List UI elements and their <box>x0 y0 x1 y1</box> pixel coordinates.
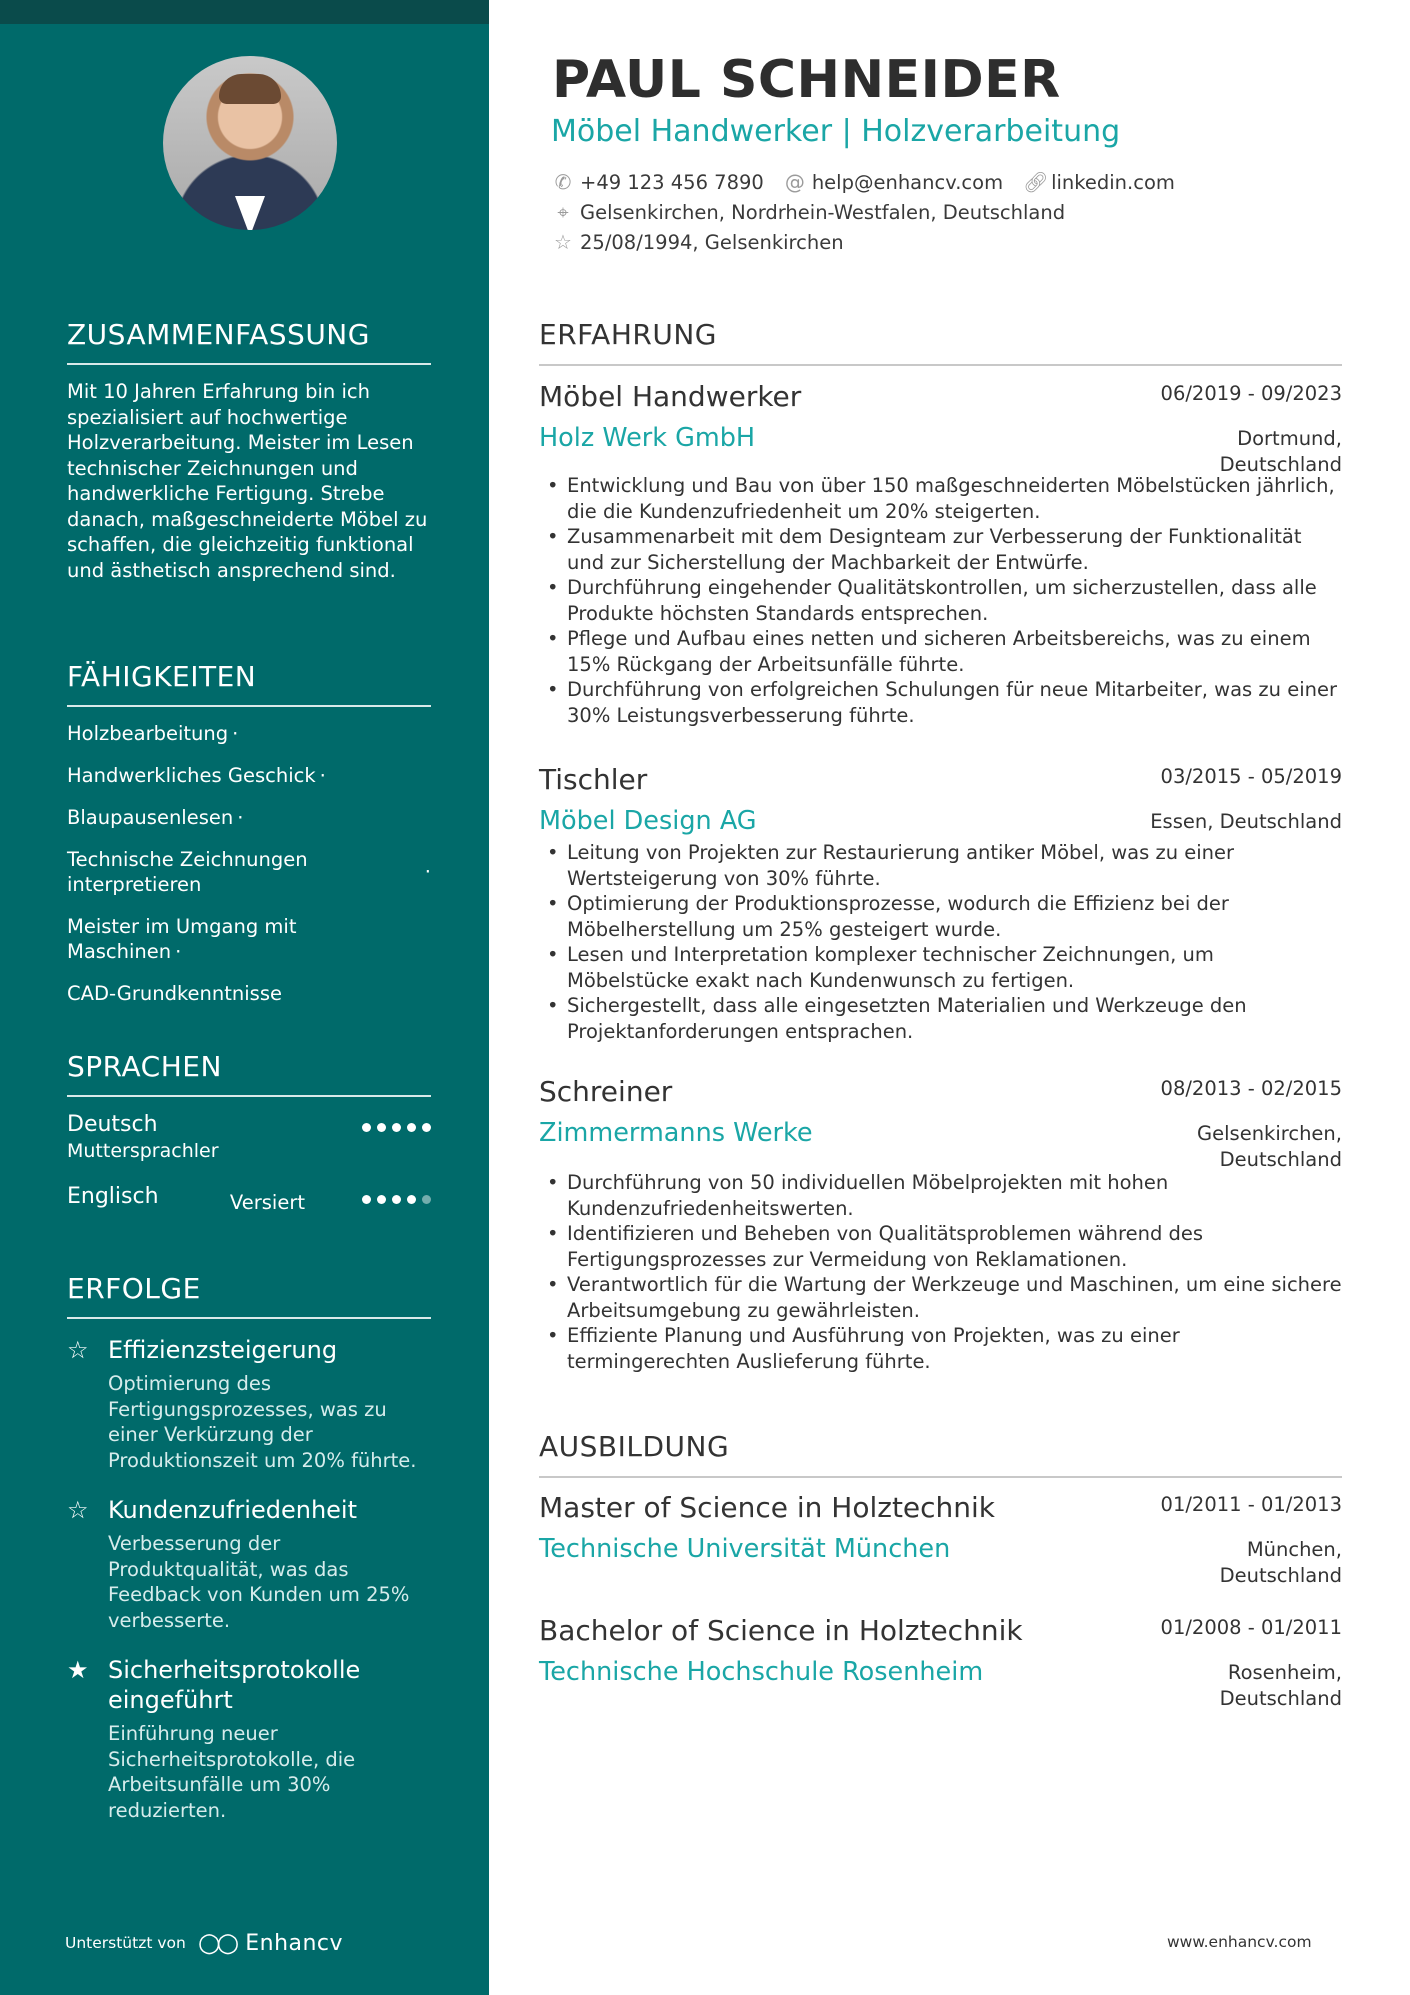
skill-item <box>67 981 431 1006</box>
education-school: Technische Hochschule Rosenheim <box>539 1657 984 1687</box>
link-icon: 🔗︎ <box>1023 170 1049 194</box>
skill-separator: · <box>237 806 244 829</box>
skill-separator: · <box>424 860 431 883</box>
job-bullet: • Effiziente Planung und Ausführung von Projekten, was zu einer termingerechten Auslieferung führte. <box>539 1323 1342 1374</box>
contact-phone: +49 123 456 7890 <box>580 170 764 194</box>
language-level: Muttersprachler <box>67 1140 219 1162</box>
job-bullets <box>539 473 1342 728</box>
language-name: Deutsch <box>67 1112 158 1137</box>
star-outline-icon: ☆ <box>67 1496 89 1524</box>
location-row <box>552 200 1065 224</box>
job-bullets <box>539 840 1342 1044</box>
sidebar-top-band <box>0 0 489 24</box>
rating-dot <box>377 1123 386 1132</box>
profile-photo <box>163 56 337 230</box>
skills-heading: FÄHIGKEITEN <box>67 660 431 707</box>
achievements-heading: ERFOLGE <box>67 1272 431 1319</box>
rating-dot <box>377 1195 386 1204</box>
language-item <box>67 1111 431 1183</box>
profile-photo-collar <box>235 196 265 230</box>
enhancv-logo-text: Enhancv <box>245 1930 344 1956</box>
job-entry <box>539 380 1342 728</box>
job-bullet: • Durchführung von erfolgreichen Schulungen für neue Mitarbeiter, was zu einer 30% Leistungsverbesserung führte. <box>539 677 1342 728</box>
rating-dot <box>407 1123 416 1132</box>
skill-label: Handwerkliches Geschick <box>67 764 316 787</box>
job-date: 06/2019 - 09/2023 <box>1160 382 1342 405</box>
job-bullet: • Durchführung eingehender Qualitätskontrollen, um sicherzustellen, dass alle Produkte höchsten Standards entsprechen. <box>539 575 1342 626</box>
job-location <box>1197 1121 1342 1172</box>
contact-location: Gelsenkirchen, Nordrhein-Westfalen, Deutschland <box>580 200 1066 224</box>
job-entry <box>539 763 1342 1044</box>
education-heading: AUSBILDUNG <box>539 1430 1342 1478</box>
skill-item <box>67 763 431 788</box>
skill-separator: · <box>232 722 239 745</box>
contact-website[interactable]: linkedin.com <box>1051 170 1175 194</box>
language-name: Englisch <box>67 1184 159 1209</box>
education-date: 01/2008 - 01/2011 <box>1160 1616 1342 1639</box>
achievement-description: Einführung neuer Sicherheitsprotokolle, die Arbeitsunfälle um 30% reduzierten. <box>108 1722 356 1822</box>
job-bullet: • Optimierung der Produktionsprozesse, wodurch die Effizienz bei der Möbelherstellung um 25% gesteigert wurde. <box>539 891 1342 942</box>
education-degree: Master of Science in Holztechnik <box>539 1491 996 1524</box>
job-bullet: • Zusammenarbeit mit dem Designteam zur Verbesserung der Funktionalität und zur Sicherstellung der Machbarkeit der Entwürfe. <box>539 524 1342 575</box>
skill-item <box>67 805 431 830</box>
rating-dot <box>392 1195 401 1204</box>
education-entry <box>539 1614 1342 1710</box>
rating-dot <box>362 1123 371 1132</box>
job-bullet: • Verantwortlich für die Wartung der Werkzeuge und Maschinen, um eine sichere Arbeitsumgebung zu gewährleisten. <box>539 1272 1342 1323</box>
profile-photo-hair <box>219 74 281 104</box>
skills-section <box>67 660 431 1023</box>
education-location-line: München, <box>1246 1538 1342 1561</box>
enhancv-logo-icon: ○○ <box>197 1928 236 1958</box>
languages-section <box>67 1050 431 1247</box>
phone-icon: ✆ <box>554 170 572 194</box>
education-degree: Bachelor of Science in Holztechnik <box>539 1614 1023 1647</box>
powered-by <box>65 1928 343 1958</box>
language-level: Versiert <box>229 1191 305 1214</box>
job-location <box>1150 809 1342 835</box>
achievement-item <box>67 1495 431 1633</box>
education-entry <box>539 1491 1342 1587</box>
achievement-title: Kundenzufriedenheit <box>108 1496 357 1524</box>
job-bullet: • Lesen und Interpretation komplexer technischer Zeichnungen, um Möbelstücke exakt nach Kundenwunsch zu fertigen. <box>539 942 1342 993</box>
skill-separator: · <box>319 764 326 787</box>
job-bullet: • Pflege und Aufbau eines netten und sicheren Arbeitsbereichs, was zu einem 15% Rückgang der Arbeitsunfälle führte. <box>539 626 1342 677</box>
job-company: Zimmermanns Werke <box>539 1118 813 1148</box>
skill-label: Holzbearbeitung <box>67 722 229 745</box>
skill-item <box>67 914 431 964</box>
job-location <box>1220 426 1342 477</box>
job-bullets <box>539 1170 1342 1374</box>
star-filled-icon: ★ <box>67 1656 89 1684</box>
achievement-title: Sicherheitsprotokolle eingeführt <box>108 1656 361 1714</box>
rating-dot <box>392 1123 401 1132</box>
job-company: Holz Werk GmbH <box>539 423 756 453</box>
job-entry <box>539 1075 1342 1374</box>
summary-text: Mit 10 Jahren Erfahrung bin ich spezialisiert auf hochwertige Holzverarbeitung. Meister im Lesen technischer Zeichnungen und handwerkliche Fertigung. Strebe danach, maßgeschneiderte Möbel zu schaffen, die gleichzeitig funktional und ästhetisch ansprechend sind. <box>67 380 428 582</box>
languages-heading: SPRACHEN <box>67 1050 431 1097</box>
job-location-line: Gelsenkirchen, <box>1197 1122 1342 1145</box>
footer-url[interactable]: www.enhancv.com <box>1167 1933 1312 1951</box>
education-location-line: Deutschland <box>1219 1563 1342 1587</box>
education-location <box>1220 1537 1342 1588</box>
education-school: Technische Universität München <box>539 1534 951 1564</box>
person-name: PAUL SCHNEIDER <box>552 50 1061 110</box>
job-location-line: Deutschland <box>1219 452 1342 476</box>
education-date: 01/2011 - 01/2013 <box>1160 1493 1342 1516</box>
person-role: Möbel Handwerker | Holzverarbeitung <box>551 114 1121 149</box>
language-rating <box>356 1195 431 1204</box>
at-icon: @ <box>784 170 805 194</box>
education-location-line: Deutschland <box>1219 1686 1342 1710</box>
skill-separator: · <box>175 940 182 963</box>
job-company: Möbel Design AG <box>539 806 757 836</box>
sidebar <box>0 0 489 1995</box>
job-title: Schreiner <box>539 1075 673 1108</box>
achievement-title: Effizienzsteigerung <box>108 1336 338 1364</box>
job-bullet: • Durchführung von 50 individuellen Möbelprojekten mit hohen Kundenzufriedenheitswerten. <box>539 1170 1342 1221</box>
skill-label: Blaupausenlesen <box>67 806 234 829</box>
education-location <box>1220 1660 1342 1711</box>
job-bullet: • Entwicklung und Bau von über 150 maßgeschneiderten Möbelstücken jährlich, die die Kundenzufriedenheit um 20% steigerten. <box>539 473 1342 524</box>
achievement-description: Verbesserung der Produktqualität, was das Feedback von Kunden um 25% verbesserte. <box>108 1532 410 1632</box>
skill-label: Meister im Umgang mit Maschinen <box>67 915 297 963</box>
contact-row <box>552 170 1175 194</box>
job-title: Tischler <box>539 763 648 796</box>
birth-row <box>552 230 844 254</box>
location-pin-icon: ⌖ <box>557 200 569 224</box>
experience-section <box>539 318 1342 366</box>
skill-label: Technische Zeichnungen interpretieren <box>67 848 308 896</box>
job-bullet: • Sichergestellt, dass alle eingesetzten Materialien und Werkzeuge den Projektanforderungen entsprachen. <box>539 993 1342 1044</box>
rating-dot <box>362 1195 371 1204</box>
star-outline-icon: ☆ <box>67 1336 89 1364</box>
achievement-description: Optimierung des Fertigungsprozesses, was zu einer Verkürzung der Produktionszeit um 20% führte. <box>108 1372 417 1472</box>
experience-heading: ERFAHRUNG <box>539 318 1342 366</box>
language-rating <box>356 1123 431 1132</box>
summary-heading: ZUSAMMENFASSUNG <box>67 318 431 365</box>
rating-dot-empty <box>422 1195 431 1204</box>
job-location-line: Dortmund, <box>1237 427 1342 450</box>
education-section <box>539 1430 1342 1478</box>
language-item <box>67 1183 431 1247</box>
star-outline-icon: ☆ <box>554 230 572 254</box>
contact-birth: 25/08/1994, Gelsenkirchen <box>580 230 844 254</box>
skill-item <box>67 721 431 746</box>
summary-section <box>67 318 431 583</box>
achievement-item <box>67 1655 431 1823</box>
rating-dot <box>407 1195 416 1204</box>
job-location-line: Essen, Deutschland <box>1150 810 1342 833</box>
job-date: 03/2015 - 05/2019 <box>1160 765 1342 788</box>
skill-item <box>67 847 431 897</box>
job-bullet: • Leitung von Projekten zur Restaurierung antiker Möbel, was zu einer Wertsteigerung von 30% führte. <box>539 840 1342 891</box>
skill-label: CAD-Grundkenntnisse <box>67 982 282 1005</box>
job-title: Möbel Handwerker <box>539 380 802 413</box>
powered-by-label: Unterstützt von <box>65 1934 186 1952</box>
job-location-line: Deutschland <box>1219 1147 1342 1171</box>
achievement-item <box>67 1335 431 1473</box>
job-date: 08/2013 - 02/2015 <box>1160 1077 1342 1100</box>
contact-email[interactable]: help@enhancv.com <box>811 170 1004 194</box>
achievements-section <box>67 1272 431 1843</box>
rating-dot <box>422 1123 431 1132</box>
education-location-line: Rosenheim, <box>1227 1661 1342 1684</box>
job-bullet: • Identifizieren und Beheben von Qualitätsproblemen während des Fertigungsprozesses zur Vermeidung von Reklamationen. <box>539 1221 1342 1272</box>
